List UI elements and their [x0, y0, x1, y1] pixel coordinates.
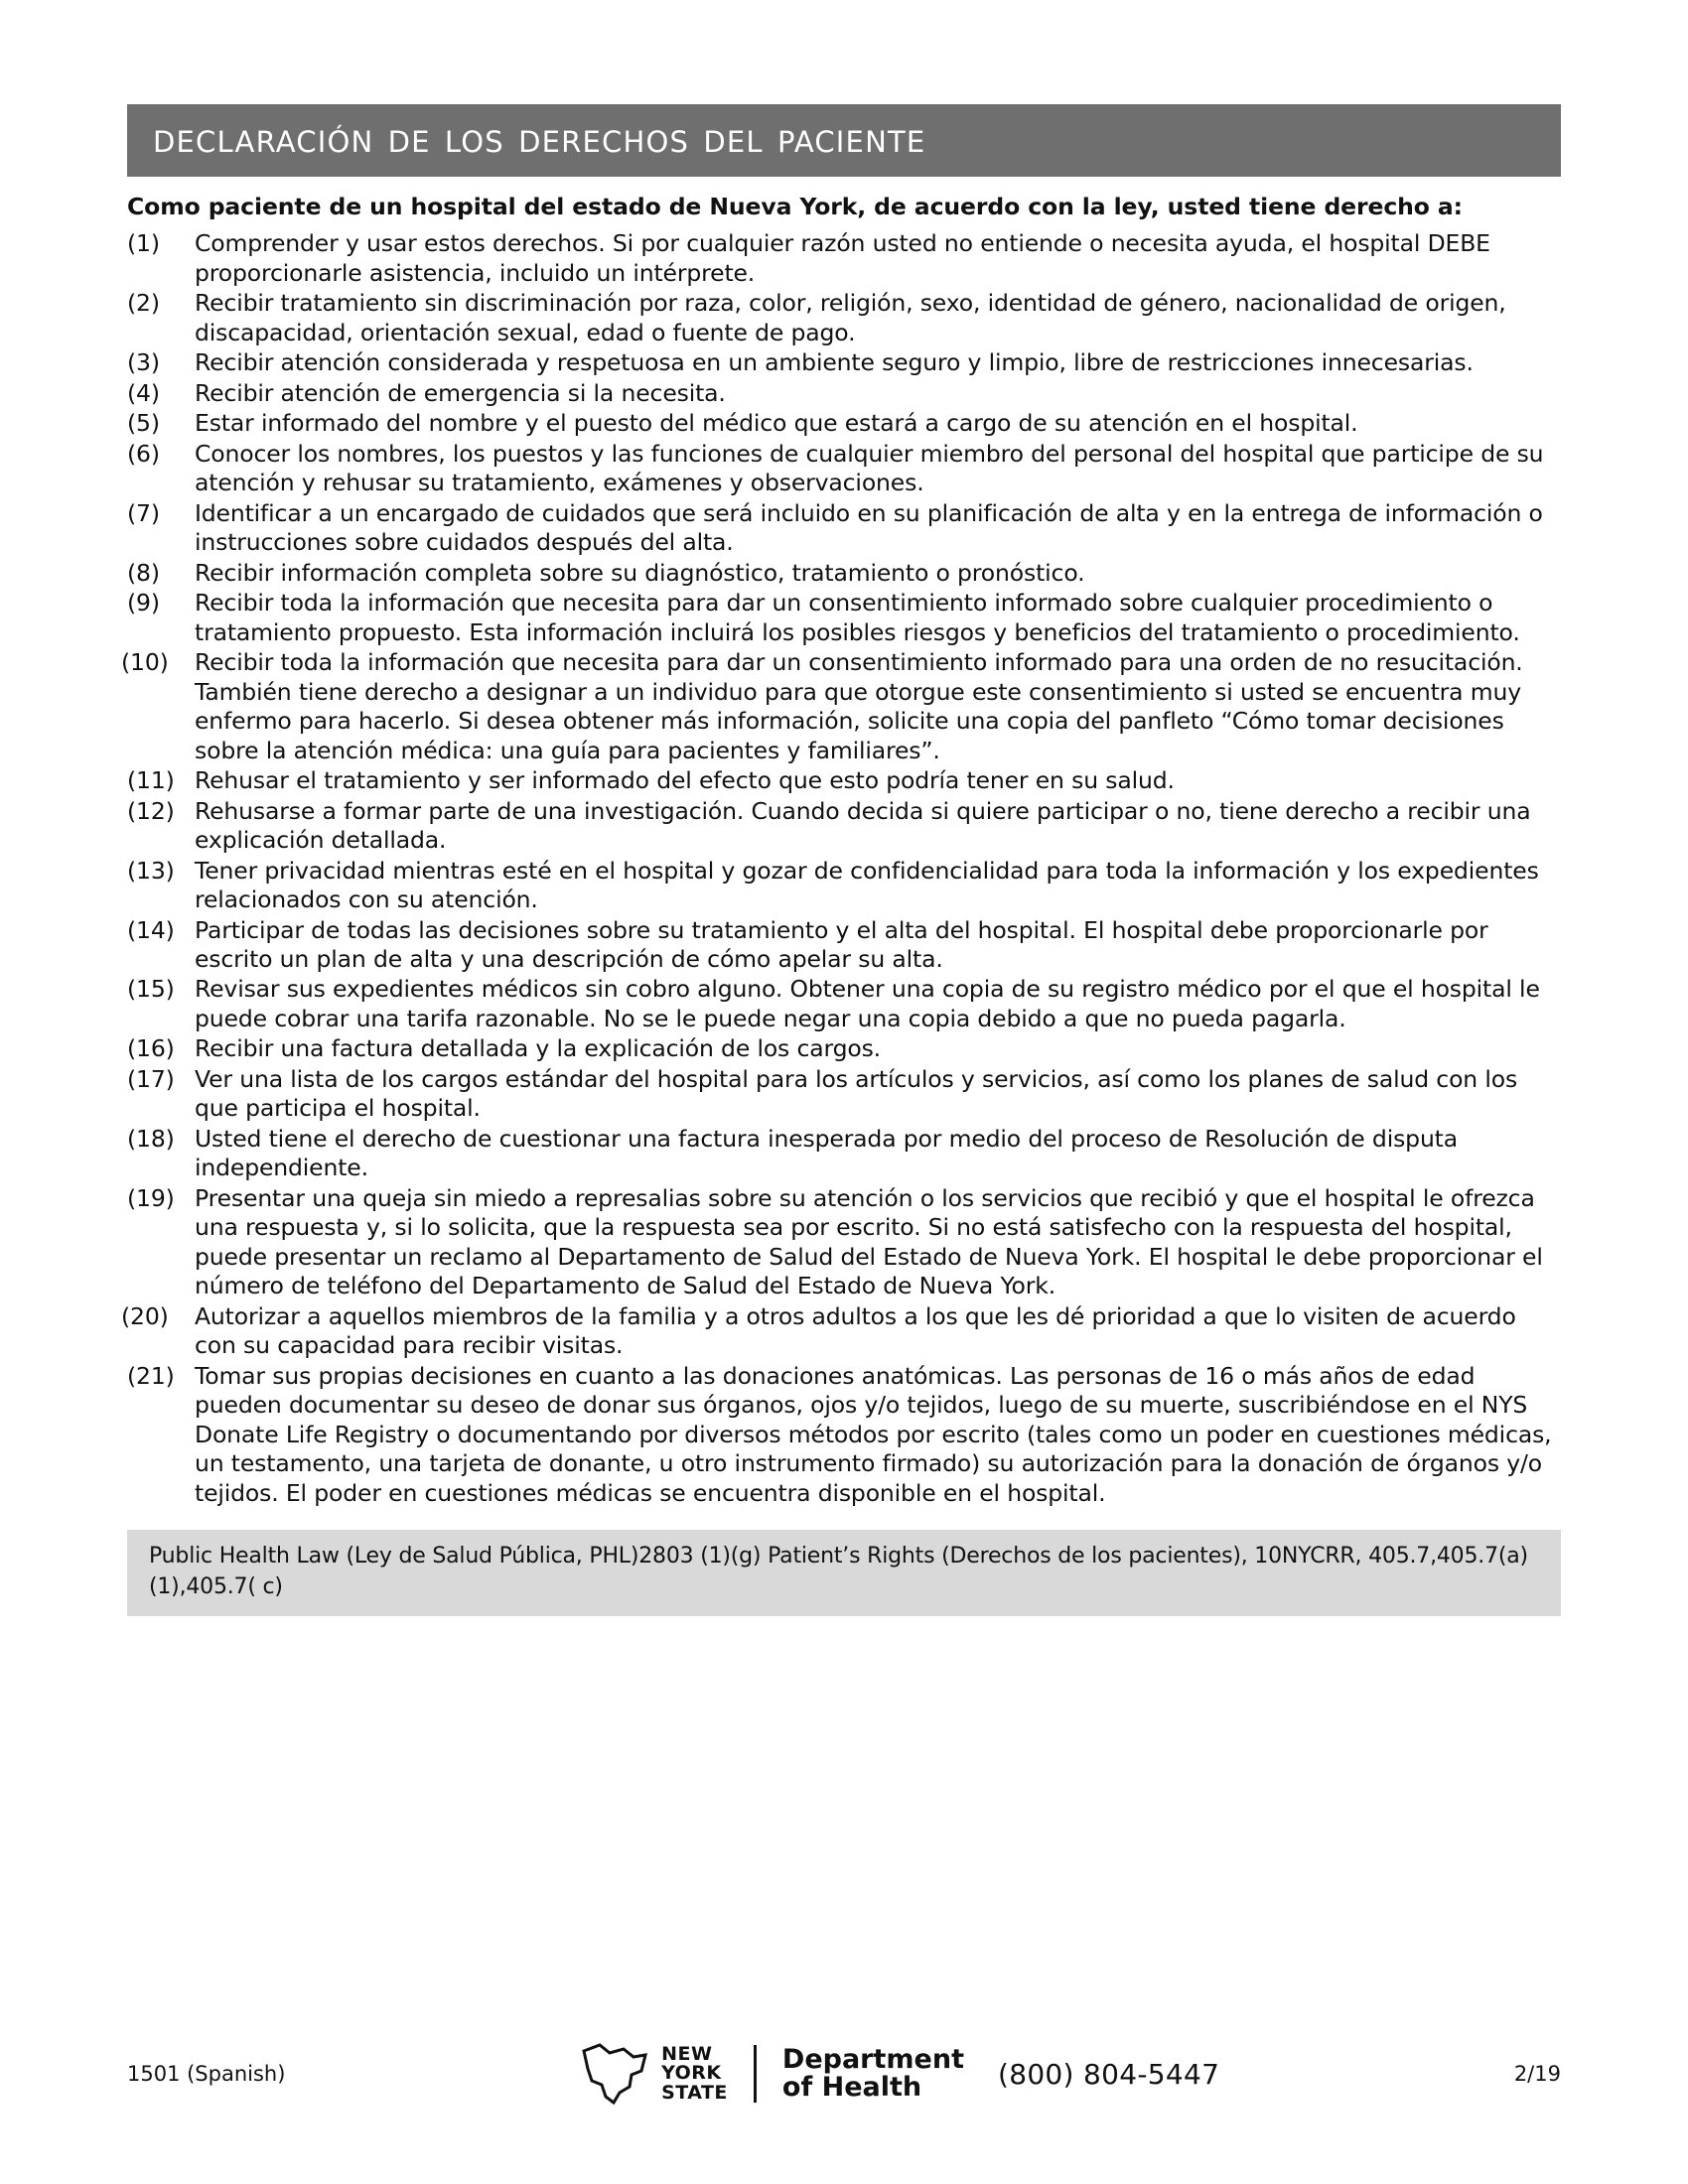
- new-york-state-logo: [580, 2041, 728, 2107]
- list-item: [127, 1125, 1561, 1183]
- logo-wordmark: [661, 2042, 728, 2104]
- list-item-text: Recibir tratamiento sin discriminación por raza, color, religión, sexo, identidad de género, nacionalidad de origen, discapacidad, orientación sexual, edad o fuente de pago.: [195, 289, 1506, 346]
- list-item-text: Comprender y usar estos derechos. Si por cualquier razón usted no entiende o necesita ayuda, el hospital DEBE proporcionarle asistencia, incluido un intérprete.: [195, 229, 1490, 287]
- list-item: [127, 975, 1561, 1033]
- list-item-text: Tomar sus propias decisiones en cuanto a las donaciones anatómicas. Las personas de 16 o más años de edad pueden documentar su deseo de donar sus órganos, ojos y/o tejidos, luego de su muerte, suscribiéndose en el NYS Donate Life Registry o documentando por diversos métodos por escrito (tales como un poder en cuestiones médicas, un testamento, una tarjeta de donante, u otro instrumento firmado) su autorización para la donación de órganos y/o tejidos. El poder en cuestiones médicas se encuentra disponible en el hospital.: [195, 1361, 1552, 1507]
- agency-line-2: of Health: [781, 2072, 922, 2103]
- list-item-text: Recibir toda la información que necesita para dar un consentimiento informado sobre cualquier procedimiento o tratamiento propuesto. Esta información incluirá los posibles riesgos y beneficios del tratamiento o procedimiento.: [195, 589, 1520, 646]
- logo-line-2: YORK: [661, 2062, 722, 2085]
- list-item: [127, 857, 1561, 915]
- list-item-text: Revisar sus expedientes médicos sin cobro alguno. Obtener una copia de su registro médico por el que el hospital le puede cobrar una tarifa razonable. No se le puede negar una copia debido a que no pueda pagarla.: [195, 975, 1540, 1032]
- revision-date: 2/19: [1513, 2062, 1561, 2086]
- list-item-number: (19): [127, 1183, 175, 1212]
- new-york-state-outline-icon: [580, 2041, 651, 2107]
- list-item: [127, 1034, 1561, 1063]
- list-item-number: (7): [127, 498, 160, 527]
- list-item-number: (9): [127, 589, 160, 617]
- list-item-text: Participar de todas las decisiones sobre su tratamiento y el alta del hospital. El hospital debe proporcionarle por escrito un plan de alta y una descripción de cómo apelar su alta.: [195, 915, 1488, 973]
- page-footer: [127, 2041, 1561, 2107]
- list-item-number: (20): [121, 1301, 169, 1330]
- list-item: [121, 648, 1561, 765]
- list-item-number: (2): [127, 289, 160, 318]
- list-item: [127, 559, 1561, 588]
- list-item: [127, 229, 1561, 288]
- list-item-number: (8): [127, 558, 160, 587]
- rights-list: [121, 229, 1561, 1508]
- list-item-text: Usted tiene el derecho de cuestionar una factura inesperada por medio del proceso de Resolución de disputa independiente.: [195, 1124, 1458, 1182]
- list-item: [127, 348, 1561, 377]
- list-item-text: Rehusarse a formar parte de una investigación. Cuando decida si quiere participar o no, tiene derecho a recibir una explicación detallada.: [195, 796, 1531, 855]
- list-item-number: (5): [127, 409, 160, 438]
- list-item-number: (13): [127, 856, 175, 885]
- list-item-number: (18): [127, 1124, 175, 1153]
- page-title: declaración de los derechos del paciente: [153, 114, 926, 162]
- list-item-text: Recibir una factura detallada y la explicación de los cargos.: [195, 1034, 881, 1063]
- list-item-text: Ver una lista de los cargos estándar del hospital para los artículos y servicios, así como los planes de salud con los que participa el hospital.: [195, 1064, 1518, 1123]
- list-item: [127, 916, 1561, 975]
- list-item-number: (4): [127, 378, 160, 407]
- list-item: [127, 499, 1561, 558]
- list-item: [127, 1184, 1561, 1301]
- list-item: [127, 1065, 1561, 1124]
- contact-phone: (800) 804-5447: [997, 2057, 1220, 2091]
- list-item-number: (1): [127, 229, 160, 258]
- list-item-text: Tener privacidad mientras esté en el hospital y gozar de confidencialidad para toda la información y los expedientes relacionados con su atención.: [195, 856, 1539, 914]
- agency-branding: [580, 2041, 1219, 2107]
- list-item: [127, 379, 1561, 408]
- list-item-number: (21): [127, 1361, 175, 1390]
- legal-citation: Public Health Law (Ley de Salud Pública, PHL)2803 (1)(g) Patient’s Rights (Derechos de los pacientes), 10NYCRR, 405.7,405.7(a)(1),405.7( c): [127, 1530, 1561, 1616]
- list-item-text: Recibir atención de emergencia si la necesita.: [195, 378, 726, 407]
- list-item-text: Recibir toda la información que necesita para dar un consentimiento informado para una orden de no resucitación. También tiene derecho a designar a un individuo para que otorgue este consentimiento si usted se encuentra muy enfermo para hacerlo. Si desea obtener más información, solicite una copia del panfleto “Cómo tomar decisiones sobre la atención médica: una guía para pacientes y familiares”.: [195, 648, 1523, 764]
- list-item: [127, 766, 1561, 795]
- agency-name: [781, 2043, 964, 2103]
- document-title-bar: [127, 104, 1561, 177]
- list-item-text: Identificar a un encargado de cuidados que será incluido en su planificación de alta y en la entrega de información o instrucciones sobre cuidados después del alta.: [195, 498, 1543, 557]
- list-item-number: (6): [127, 439, 160, 468]
- list-item-number: (10): [121, 648, 169, 677]
- list-item: [127, 797, 1561, 856]
- list-item-number: (11): [127, 766, 175, 795]
- list-item-text: Autorizar a aquellos miembros de la familia y a otros adultos a los que les dé prioridad a que lo visiten de acuerdo con su capacidad para recibir visitas.: [195, 1301, 1516, 1360]
- list-item: [127, 1362, 1561, 1508]
- form-number: 1501 (Spanish): [127, 2062, 286, 2086]
- list-item-number: (3): [127, 348, 160, 377]
- logo-divider: [754, 2045, 757, 2103]
- list-item-text: Rehusar el tratamiento y ser informado del efecto que esto podría tener en su salud.: [195, 766, 1175, 795]
- list-item-number: (16): [127, 1034, 175, 1063]
- list-item-text: Estar informado del nombre y el puesto del médico que estará a cargo de su atención en el hospital.: [195, 409, 1358, 438]
- list-item: [127, 289, 1561, 347]
- list-item-number: (17): [127, 1064, 175, 1093]
- list-item: [121, 1301, 1561, 1361]
- list-item-text: Conocer los nombres, los puestos y las funciones de cualquier miembro del personal del hospital que participe de su atención y rehusar su tratamiento, exámenes y observaciones.: [195, 439, 1544, 497]
- list-item-number: (12): [127, 796, 175, 825]
- agency-line-1: Department: [781, 2043, 964, 2075]
- list-item: [127, 589, 1561, 647]
- list-item-text: Presentar una queja sin miedo a represalias sobre su atención o los servicios que recibió y que el hospital le ofrezca una respuesta y, si lo solicita, que la respuesta sea por escrito. Si no está satisfecho con la respuesta del hospital, puede presentar un reclamo al Departamento de Salud del Estado de Nueva York. El hospital le debe proporcionar el número de teléfono del Departamento de Salud del Estado de Nueva York.: [195, 1183, 1543, 1300]
- list-item-number: (15): [127, 975, 175, 1004]
- logo-line-3: STATE: [661, 2081, 728, 2104]
- list-item-number: (14): [127, 915, 175, 944]
- list-item-text: Recibir información completa sobre su diagnóstico, tratamiento o pronóstico.: [195, 558, 1085, 587]
- intro-paragraph: Como paciente de un hospital del estado de Nueva York, de acuerdo con la ley, usted tiene derecho a:: [127, 193, 1463, 220]
- list-item-text: Recibir atención considerada y respetuosa en un ambiente seguro y limpio, libre de restricciones innecesarias.: [195, 348, 1474, 377]
- list-item: [127, 440, 1561, 498]
- list-item: [127, 409, 1561, 438]
- logo-line-1: NEW: [661, 2042, 713, 2065]
